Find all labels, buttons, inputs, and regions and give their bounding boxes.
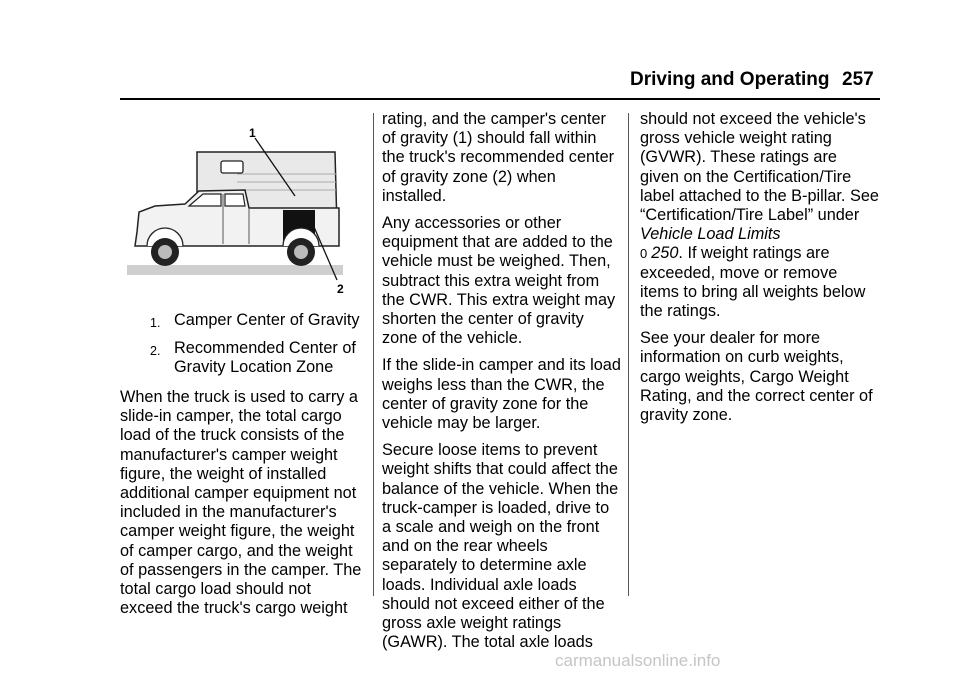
caption-text: Camper Center of Gravity <box>174 311 360 329</box>
paragraph: Secure loose items to prevent weight shifts that could affect the balance of the vehicle. When the truck-camper is loaded, drive to a scale and weigh on the front and on the rear wheels separately to determine axle loads. Individual axle loads should not exceed either of the gross axle weight ratings (GAWR). The total axle loads <box>382 441 619 652</box>
paragraph: When the truck is used to carry a slide-in camper, the total cargo load of the truck consists of the manufacturer's camper weight figure, the weight of installed additional camper equipment not included in the manufacturer's camper weight figure, the weight of camper cargo, and the weight of passengers in the camper. The total cargo load should not exceed the truck's cargo weight <box>120 388 362 618</box>
paragraph-text: should not exceed the vehicle's gross vehicle weight rating (GVWR). These ratings are given on the Certification/Tire label attached to the B-pillar. See “Certification/Tire Label” under <box>640 110 879 225</box>
column-1-body <box>120 388 367 626</box>
caption-item <box>150 339 365 377</box>
paragraph <box>640 110 880 321</box>
column-divider-2 <box>628 113 629 596</box>
callout-label-2: 2 <box>337 282 344 294</box>
camper-window <box>221 161 243 173</box>
column-2 <box>382 110 622 660</box>
cross-reference-page[interactable]: 250 <box>651 244 679 263</box>
caption-number: 2. <box>150 344 161 359</box>
paragraph: See your dealer for more information on curb weights, cargo weights, Cargo Weight Rating, and the correct center of gravity zone. <box>640 329 873 425</box>
caption-item <box>150 311 365 333</box>
paragraph: rating, and the camper's center of gravity (1) should fall within the truck's recommended center of gravity zone (2) when installed. <box>382 110 615 205</box>
page-number: 257 <box>842 69 874 90</box>
column-3 <box>640 110 880 433</box>
truck-camper-illustration <box>125 124 350 294</box>
paragraph: Any accessories or other equipment that are added to the vehicle must be weighed. Then, subtract this extra weight from the CWR. This extra weight may shorten the center of gravity zone of the vehicle. <box>382 214 616 348</box>
watermark-text: carmanualsonline.info <box>555 651 721 670</box>
figure-captions <box>150 311 365 384</box>
callout-label-1: 1 <box>249 126 256 140</box>
page-reference-icon: 0 <box>640 246 648 262</box>
caption-text: Recommended Center of Gravity Location Zone <box>174 339 356 377</box>
header-rule <box>120 98 880 100</box>
section-title: Driving and Operating <box>630 69 830 90</box>
truck-rear-window <box>225 194 245 206</box>
caption-number: 1. <box>150 316 161 330</box>
column-divider-1 <box>373 113 374 596</box>
paragraph: If the slide-in camper and its load weighs less than the CWR, the center of gravity zone for the vehicle may be larger. <box>382 356 621 433</box>
ground-strip <box>127 265 343 275</box>
cross-reference-link[interactable]: Vehicle Load Limits <box>640 225 781 244</box>
paragraph-text: . If weight ratings are exceeded, move or remove items to bring all weights below the ratings. <box>640 244 866 321</box>
truck-camper-figure <box>125 124 350 294</box>
